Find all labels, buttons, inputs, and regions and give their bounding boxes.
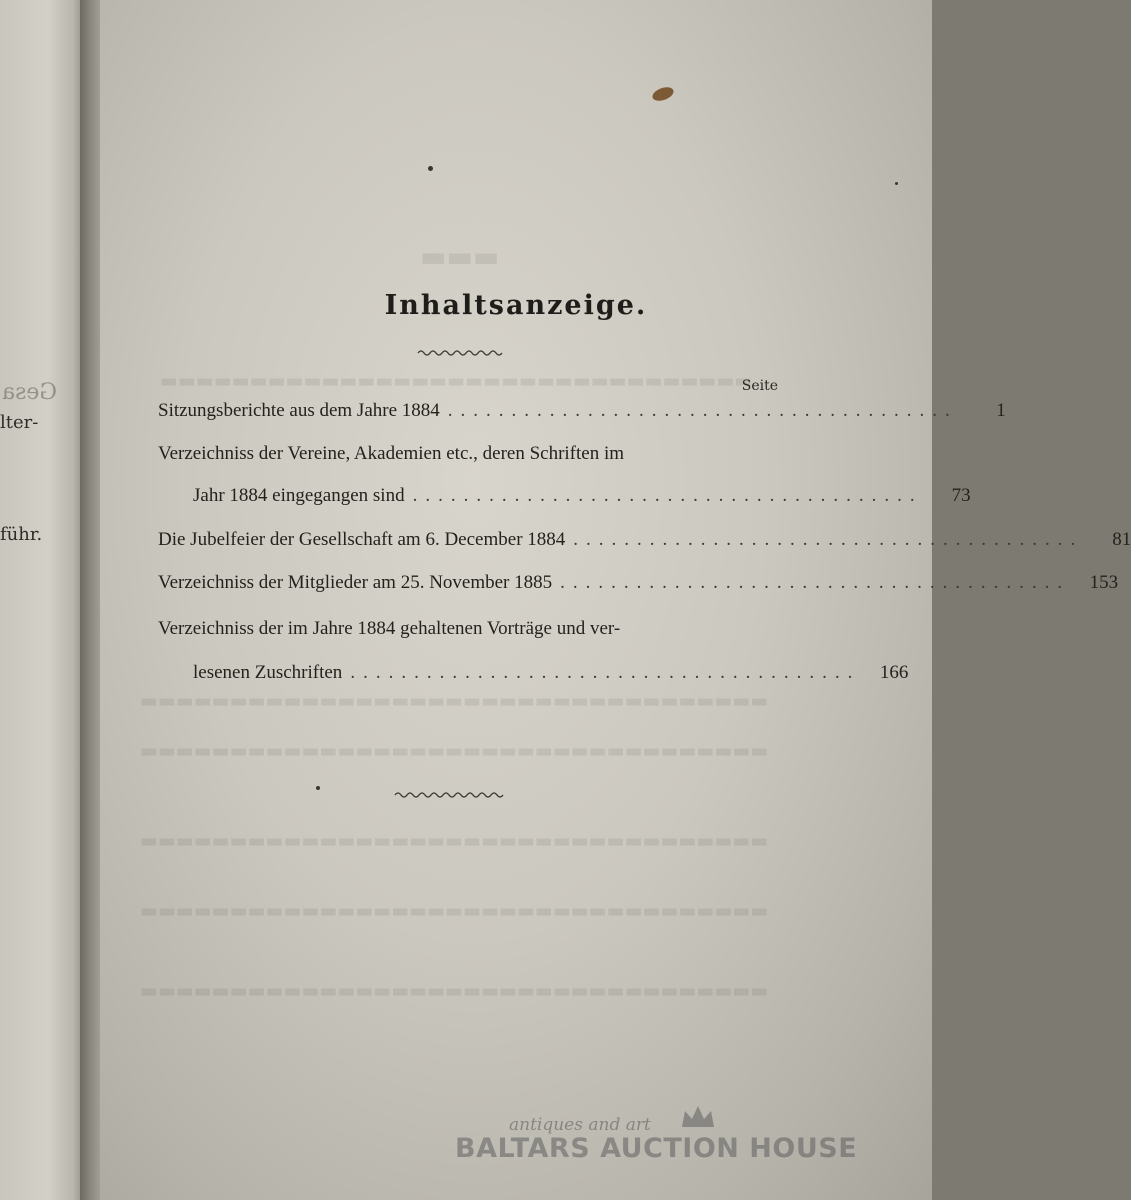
toc-entry — [193, 485, 971, 507]
toc-entry-page: 1 — [996, 400, 1006, 421]
show-through-texture: ▬▬▬▬▬▬▬▬▬▬▬▬▬▬▬▬▬▬▬▬▬▬▬▬▬▬▬▬▬▬▬▬▬▬▬ — [140, 830, 769, 852]
leader-dots: ........................................ — [447, 400, 958, 421]
paper-speck — [428, 166, 433, 171]
show-through-glyph: Gesa — [2, 380, 57, 405]
show-through-texture: ▬▬▬▬▬▬▬▬▬▬▬▬▬▬▬▬▬▬▬▬▬▬▬▬▬▬▬▬▬▬▬▬▬▬▬ — [140, 690, 769, 712]
auction-house-watermark — [455, 1115, 858, 1175]
paper-speck — [895, 182, 898, 185]
toc-entry-title: Verzeichniss der im Jahre 1884 gehaltenen Vorträge und ver- — [158, 618, 621, 639]
show-through-texture: ▬▬▬▬▬▬▬▬▬▬▬▬▬▬▬▬▬▬▬▬▬▬▬▬▬▬▬▬▬▬▬▬▬▬▬ — [140, 740, 769, 762]
toc-entry-page: 166 — [879, 662, 909, 683]
left-page-fragment: lter- — [0, 412, 39, 433]
contents-page — [100, 0, 1131, 1200]
ornamental-wave-divider — [395, 790, 507, 800]
crown-icon — [680, 1103, 716, 1131]
toc-entry-page: 73 — [951, 485, 971, 506]
leader-dots: ........................................ — [560, 572, 1071, 593]
toc-entry-title: lesenen Zuschriften — [193, 662, 343, 683]
toc-entry-page: 153 — [1089, 572, 1119, 593]
toc-entry-title: Verzeichniss der Mitglieder am 25. November 1885 — [158, 572, 553, 593]
ornamental-wave-divider — [418, 348, 504, 358]
paper-speck — [316, 786, 320, 790]
show-through-texture: ▬▬▬ — [420, 240, 500, 273]
left-page-fragment: führ. — [0, 524, 43, 545]
toc-entry-title: Verzeichniss der Vereine, Akademien etc., deren Schriften im — [158, 443, 625, 464]
toc-entry-title: Die Jubelfeier der Gesellschaft am 6. December 1884 — [158, 529, 566, 550]
toc-entry-title: Jahr 1884 eingegangen sind — [193, 485, 405, 506]
show-through-texture: ▬▬▬▬▬▬▬▬▬▬▬▬▬▬▬▬▬▬▬▬▬▬▬▬▬▬▬▬▬▬▬▬▬▬▬ — [140, 980, 769, 1002]
show-through-texture: ▬▬▬▬▬▬▬▬▬▬▬▬▬▬▬▬▬▬▬▬▬▬▬▬▬▬▬▬▬▬▬▬▬ — [160, 370, 753, 392]
toc-entry — [158, 529, 1131, 551]
watermark-tagline: antiques and art — [509, 1115, 651, 1135]
leader-dots: ........................................ — [412, 485, 923, 506]
toc-entry-title: Sitzungsberichte aus dem Jahre 1884 — [158, 400, 440, 421]
show-through-texture: ▬▬▬▬▬▬▬▬▬▬▬▬▬▬▬▬▬▬▬▬▬▬▬▬▬▬▬▬▬▬▬▬▬▬▬ — [140, 900, 769, 922]
toc-entry — [158, 400, 1006, 422]
page-column-label: Seite — [741, 378, 778, 394]
left-facing-page — [0, 0, 86, 1200]
toc-entry — [193, 662, 909, 684]
page-title: Inhaltsanzeige. — [384, 290, 648, 321]
toc-entry-page: 81 — [1112, 529, 1131, 550]
paper-stain — [651, 85, 676, 104]
leader-dots: ........................................ — [573, 529, 1084, 550]
watermark-name: BALTARS AUCTION HOUSE — [455, 1133, 858, 1164]
leader-dots: ........................................ — [350, 662, 861, 683]
toc-entry — [158, 572, 1119, 594]
